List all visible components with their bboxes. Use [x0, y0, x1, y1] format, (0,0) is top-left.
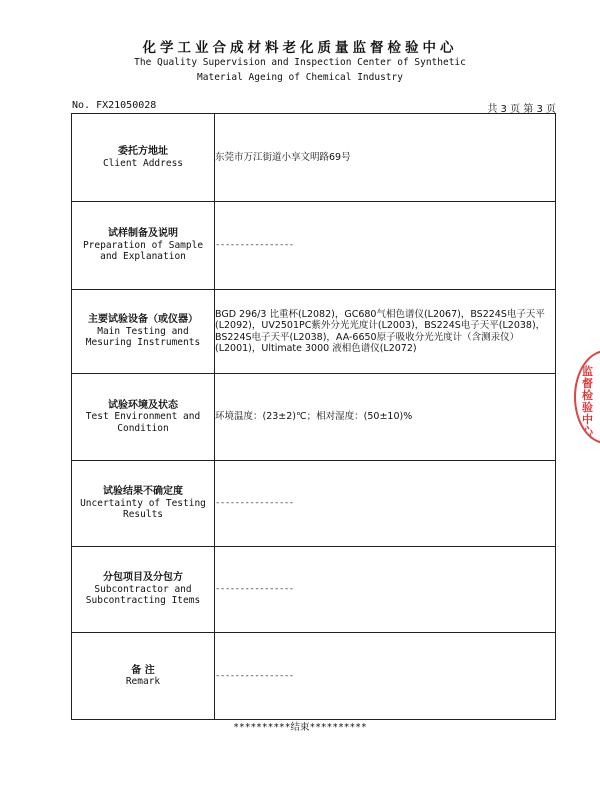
page-info: 共 3 页 第 3 页: [487, 104, 556, 115]
row-label-cn: 试验环境及状态: [108, 399, 178, 411]
end-marker: **********结束**********: [233, 722, 367, 733]
table-row-instruments: [72, 290, 556, 374]
row-label: [72, 290, 215, 374]
row-label-en: Subcontractor and Subcontracting Items: [85, 583, 201, 607]
row-label-cn: 分包项目及分包方: [103, 572, 183, 584]
table-row-sample-preparation: [72, 202, 556, 290]
row-label: [72, 374, 215, 461]
report-number: No. FX21050028: [72, 100, 157, 111]
empty-value-dashes: ----------------: [215, 240, 294, 251]
row-value: BGD 296/3 比重杯(L2082)，GC680气相色谱仪(L2067)，BS224S电子天平(L2092)，UV2501PC紫外分光光度计(L2003)，BS224S电子天平(L2038)，BS224S电子天平(L2038)，AA-6650原子吸收分光光度计（含测汞仪）(L2001)，Ultimate 3000 液相色谱仪(L2072): [215, 290, 556, 374]
row-label: [72, 114, 215, 202]
row-label-en: Remark: [125, 676, 161, 687]
row-value: [215, 202, 556, 290]
row-value: [215, 461, 556, 547]
center-title-english-line1: The Quality Supervision and Inspection Center of Synthetic: [134, 57, 466, 68]
center-title-chinese: 化学工业合成材料老化质量监督检验中心: [142, 40, 458, 56]
row-label-cn: 主要试验设备（或仪器）: [88, 314, 198, 326]
center-title-english-line2: Material Ageing of Chemical Industry: [197, 72, 403, 83]
table-row-client-address: [72, 114, 556, 202]
row-label: [72, 547, 215, 633]
empty-value-dashes: ----------------: [215, 670, 294, 681]
row-label-en: Main Testing and Mesuring Instruments: [85, 325, 201, 349]
table-row-remark: [72, 633, 556, 720]
table-row-subcontractor: [72, 547, 556, 633]
empty-value-dashes: ----------------: [215, 498, 294, 509]
row-value: [215, 633, 556, 720]
seal-text: 监 督 检 验 中 心: [582, 365, 593, 438]
row-label-en: Client Address: [102, 157, 184, 169]
table-row-test-environment: [72, 374, 556, 461]
table-row-uncertainty: [72, 461, 556, 547]
row-label-cn: 试验结果不确定度: [103, 486, 183, 498]
row-label: [72, 461, 215, 547]
red-seal-stamp: [574, 350, 600, 444]
empty-value-dashes: ----------------: [215, 584, 294, 595]
report-table: [71, 113, 556, 720]
row-label-cn: 备 注: [131, 664, 155, 676]
row-value: [215, 547, 556, 633]
row-label: [72, 633, 215, 720]
row-label-cn: 试样制备及说明: [108, 228, 178, 240]
row-value: 东莞市万江街道小享文明路69号: [215, 114, 556, 202]
row-label-en: Preparation of Sample and Explanation: [82, 239, 204, 263]
row-label: [72, 202, 215, 290]
row-value: 环境温度：(23±2)℃；相对湿度：(50±10)%: [215, 374, 556, 461]
row-label-cn: 委托方地址: [118, 146, 168, 157]
row-label-en: Uncertainty of Testing Results: [80, 497, 206, 521]
row-label-en: Test Environment and Condition: [85, 411, 201, 434]
